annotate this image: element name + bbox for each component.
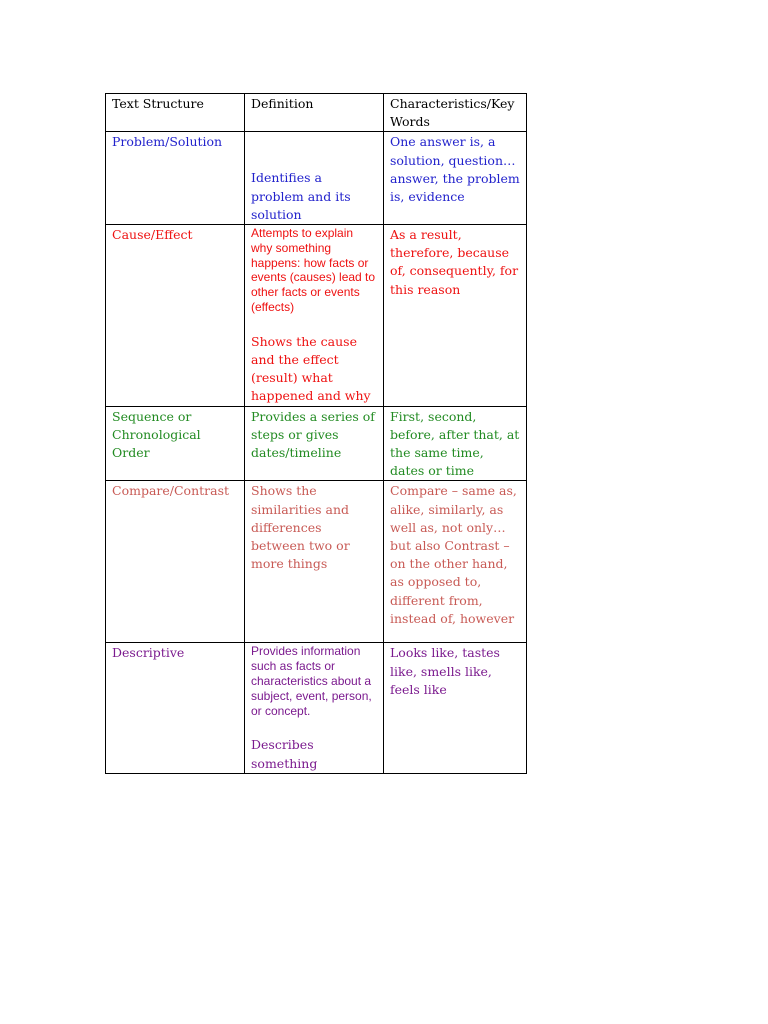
keywords-cell: First, second, before, after that, at the same time, dates or time [384, 406, 527, 481]
definition-cell [245, 225, 384, 407]
definition-cell: Identifies a problem and its solution [245, 132, 384, 225]
table-row [106, 225, 527, 407]
structure-cell: Sequence or Chronological Order [106, 406, 245, 481]
header-characteristics: Characteristics/Key Words [384, 94, 527, 132]
definition-cell [245, 643, 384, 773]
definition-detail: Provides information such as facts or characteristics about a subject, event, person, or concept. [251, 644, 372, 718]
definition-detail: Attempts to explain why something happens: how facts or events (causes) lead to other facts or events (effects) [251, 226, 376, 314]
structure-cell: Cause/Effect [106, 225, 245, 407]
keywords-cell: Compare – same as, alike, similarly, as well as, not only…but also Contrast – on the other hand, as opposed to, different from, instead of, however [384, 481, 527, 643]
definition-cell: Provides a series of steps or gives dates/timeline [245, 406, 384, 481]
text-structure-table [105, 93, 527, 774]
table-row [106, 132, 527, 225]
definition-summary: Describes something [251, 737, 318, 771]
table-row [106, 406, 527, 481]
structure-cell: Descriptive [106, 643, 245, 773]
table-row [106, 481, 527, 643]
definition-cell: Shows the similarities and differences between two or more things [245, 481, 384, 643]
keywords-cell: As a result, therefore, because of, consequently, for this reason [384, 225, 527, 407]
header-text-structure: Text Structure [106, 94, 245, 132]
table-header-row [106, 94, 527, 132]
header-definition: Definition [245, 94, 384, 132]
structure-cell: Compare/Contrast [106, 481, 245, 643]
definition-summary: Shows the cause and the effect (result) what happened and why [251, 333, 371, 404]
table-row [106, 643, 527, 773]
keywords-cell: Looks like, tastes like, smells like, feels like [384, 643, 527, 773]
keywords-cell: One answer is, a solution, question…answer, the problem is, evidence [384, 132, 527, 225]
structure-cell: Problem/Solution [106, 132, 245, 225]
